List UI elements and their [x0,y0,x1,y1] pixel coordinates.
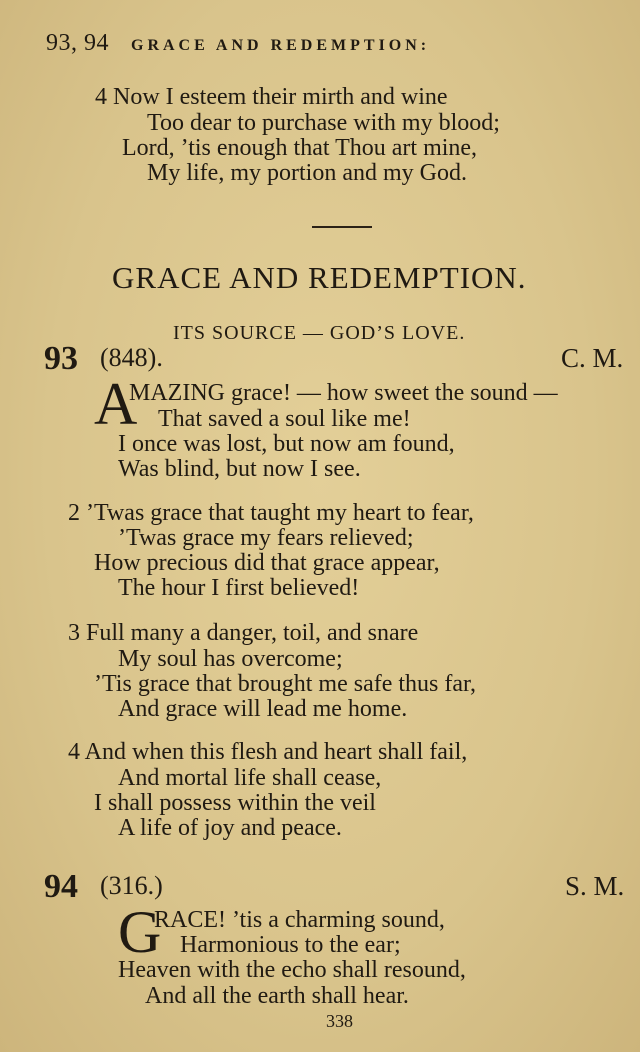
page-number: 338 [326,1011,353,1031]
section-divider [312,226,372,228]
hymn-93-line: 4 And when this flesh and heart shall fail, [68,739,468,765]
running-header [46,30,430,57]
hymn-93-line: A life of joy and peace. [118,815,342,841]
hymn-93-line: ’Tis grace that brought me safe thus far, [94,671,477,697]
hymn-93-ref: (848). [100,343,163,372]
header-page-numbers: 93, 94 [46,30,109,56]
hymn-93-line: ’Twas grace my fears relieved; [118,525,414,551]
hymn-93-number: 93 [44,340,78,377]
hymn-94-dropcap: G [118,899,162,965]
hymn-93-line: And mortal life shall cease, [118,765,382,791]
hymn-93-meter: C. M. [561,343,624,373]
prev-stanza-line: Too dear to purchase with my blood; [147,110,500,136]
section-subtitle: ITS SOURCE — GOD’S LOVE. [173,322,466,344]
hymn-93-dropcap: A [94,371,138,437]
hymn-93-line: MAZING grace! — how sweet the sound — [129,380,558,406]
prev-stanza-line: Lord, ’tis enough that Thou art mine, [122,135,478,161]
header-title: GRACE AND REDEMPTION: [131,37,431,54]
hymn-93-line: That saved a soul like me! [158,406,411,432]
prev-stanza-line: 4 Now I esteem their mirth and wine [95,84,448,110]
hymn-93-line: I shall possess within the veil [94,790,376,816]
hymn-93-line: How precious did that grace appear, [94,550,440,576]
hymn-93-line: Was blind, but now I see. [118,456,361,482]
hymn-94-line: RACE! ’tis a charming sound, [154,907,445,933]
hymn-94-ref: (316.) [100,871,163,900]
hymn-93-line: I once was lost, but now am found, [118,431,455,457]
section-title: GRACE AND REDEMPTION. [112,260,527,295]
hymn-94-meter: S. M. [565,871,625,901]
hymn-93-line: 2 ’Twas grace that taught my heart to fear, [68,500,474,526]
hymn-94-line: Heaven with the echo shall resound, [118,957,466,983]
hymn-94-line: And all the earth shall hear. [145,983,409,1009]
hymn-94-line: Harmonious to the ear; [180,932,401,958]
prev-stanza-line: My life, my portion and my God. [147,160,467,186]
hymn-94-number: 94 [44,868,78,905]
hymn-93-line: And grace will lead me home. [118,696,408,722]
hymn-93-line: My soul has overcome; [118,646,343,672]
hymn-93-line: 3 Full many a danger, toil, and snare [68,620,419,646]
hymn-93-line: The hour I first believed! [118,575,360,601]
